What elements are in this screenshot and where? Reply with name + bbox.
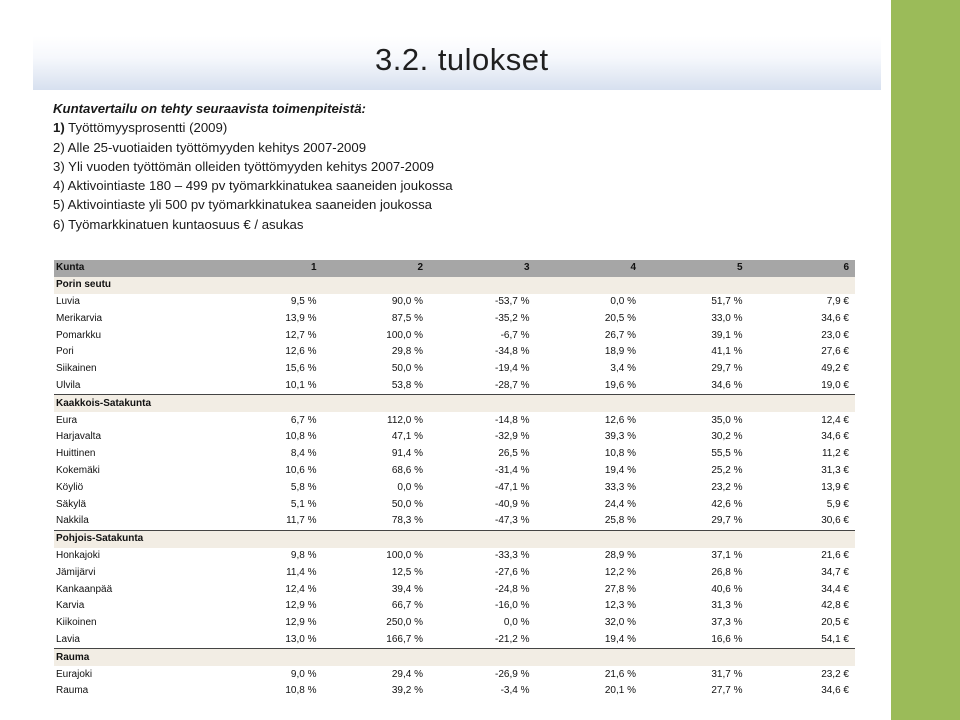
cell-value: 39,4 % — [391, 583, 423, 595]
cell-value: 11,4 % — [286, 566, 317, 578]
intro-item-text: Työttömyysprosentti (2009) — [68, 120, 228, 136]
table-row — [54, 361, 855, 378]
cell-kunta: Jämijärvi — [56, 566, 96, 578]
cell-value: 31,7 % — [711, 668, 743, 680]
table-row — [54, 548, 855, 565]
cell-kunta: Säkylä — [56, 498, 87, 510]
table-row — [54, 632, 855, 649]
group-row — [54, 277, 855, 294]
cell-value: 31,3 € — [821, 464, 849, 476]
cell-value: 42,6 % — [711, 498, 743, 510]
intro-item-text: Aktivointiaste yli 500 pv työmarkkinatukea saaneiden joukossa — [67, 197, 432, 213]
cell-value: 0,0 % — [397, 481, 423, 493]
cell-value: 35,0 % — [711, 414, 743, 426]
cell-value: -40,9 % — [495, 498, 530, 510]
header-col-3: 3 — [429, 260, 536, 277]
cell-value: 12,4 € — [821, 414, 849, 426]
slide-title: 3.2. tulokset — [375, 42, 549, 77]
intro-text — [53, 99, 853, 234]
table-row — [54, 344, 855, 361]
cell-value: 90,0 % — [391, 295, 423, 307]
cell-value: 42,8 € — [821, 600, 849, 612]
table-row — [54, 683, 855, 700]
header-col-2: 2 — [323, 260, 430, 277]
cell-value: 166,7 % — [323, 632, 430, 649]
group-row — [54, 530, 855, 547]
table-row — [54, 513, 855, 530]
group-name: Porin seutu — [54, 277, 855, 294]
intro-item — [53, 215, 853, 234]
cell-value: -27,6 % — [495, 566, 530, 578]
cell-value: 21,6 % — [604, 668, 636, 680]
cell-value: 37,1 % — [711, 549, 743, 561]
group-row — [54, 649, 855, 666]
cell-value: -21,2 % — [429, 632, 536, 649]
cell-value: 23,0 € — [821, 329, 849, 341]
cell-value: -31,4 % — [495, 464, 530, 476]
cell-kunta: Nakkila — [54, 513, 216, 530]
cell-value: 34,6 € — [821, 431, 849, 443]
cell-value: 68,6 % — [391, 464, 423, 476]
cell-value: 25,8 % — [536, 513, 643, 530]
cell-value: 29,7 % — [711, 363, 743, 375]
cell-value: -34,8 % — [495, 346, 530, 358]
table-row — [54, 496, 855, 513]
intro-item-text: Aktivointiaste 180 – 499 pv työmarkkinatukea saaneiden joukossa — [67, 178, 453, 194]
cell-value: 40,6 % — [711, 583, 743, 595]
cell-value: 66,7 % — [391, 600, 423, 612]
table-row — [54, 446, 855, 463]
table-row — [54, 479, 855, 496]
cell-value: 51,7 % — [711, 295, 743, 307]
table-row — [54, 412, 855, 429]
cell-value: 34,4 € — [821, 583, 849, 595]
cell-value: -26,9 % — [495, 668, 530, 680]
cell-value: 54,1 € — [749, 632, 856, 649]
cell-value: 55,5 % — [711, 448, 743, 460]
cell-value: 91,4 % — [391, 448, 423, 460]
group-name: Pohjois-Satakunta — [54, 530, 855, 547]
table-row — [54, 615, 855, 632]
header-col-6: 6 — [749, 260, 856, 277]
cell-value: 12,6 % — [604, 414, 636, 426]
cell-value: 0,0 % — [503, 617, 530, 629]
cell-value: -33,3 % — [495, 549, 530, 561]
cell-value: 50,0 % — [391, 498, 423, 510]
cell-value: 27,6 € — [821, 346, 849, 358]
comparison-table — [54, 260, 855, 700]
cell-kunta: Rauma — [56, 685, 89, 697]
cell-value: 12,2 % — [604, 566, 636, 578]
cell-value: 27,8 % — [604, 583, 636, 595]
cell-kunta: Pomarkku — [56, 329, 102, 341]
cell-value: 5,1 % — [290, 498, 317, 510]
cell-value: 41,1 % — [711, 346, 743, 358]
cell-value: 31,3 % — [711, 600, 743, 612]
intro-item-text: Alle 25-vuotiaiden työttömyyden kehitys 2007-2009 — [67, 139, 367, 155]
cell-value: 20,5 % — [604, 312, 636, 324]
cell-value: 12,7 % — [285, 329, 317, 341]
cell-value: 9,0 % — [290, 668, 317, 680]
cell-value: 50,0 % — [391, 363, 423, 375]
cell-value: 112,0 % — [387, 414, 423, 426]
cell-value: -24,8 % — [495, 583, 530, 595]
table-row — [54, 294, 855, 311]
intro-item-text: Yli vuoden työttömän olleiden työttömyyden kehitys 2007-2009 — [68, 158, 434, 174]
cell-value: 16,6 % — [642, 632, 749, 649]
cell-value: -14,8 % — [495, 414, 530, 426]
intro-item-number: 5) — [53, 197, 65, 213]
table-header-row — [54, 260, 855, 277]
cell-value: 34,6 € — [821, 312, 849, 324]
cell-value: 26,8 % — [711, 566, 743, 578]
intro-item — [53, 138, 853, 157]
cell-value: 9,5 % — [290, 295, 317, 307]
intro-item — [53, 176, 853, 195]
cell-value: 34,7 € — [821, 566, 849, 578]
cell-value: 37,3 % — [711, 617, 743, 629]
cell-value: 0,0 % — [610, 295, 636, 307]
cell-value: 39,1 % — [711, 329, 743, 341]
group-name: Kaakkois-Satakunta — [54, 395, 855, 412]
cell-value: 7,9 € — [826, 295, 849, 307]
cell-value: 9,8 % — [290, 549, 317, 561]
accent-sidebar — [891, 0, 960, 720]
cell-value: 28,9 % — [604, 549, 636, 561]
cell-value: 11,2 € — [821, 448, 849, 460]
cell-value: 10,8 % — [285, 685, 317, 697]
cell-value: 32,0 % — [604, 617, 636, 629]
cell-value: 18,9 % — [604, 346, 636, 358]
table-body — [54, 277, 855, 700]
cell-kunta: Köyliö — [56, 481, 84, 493]
cell-value: 29,4 % — [391, 668, 423, 680]
cell-value: -53,7 % — [495, 295, 530, 307]
cell-value: 20,5 € — [821, 617, 849, 629]
cell-value: 34,6 % — [642, 378, 749, 395]
cell-kunta: Eura — [56, 414, 78, 426]
cell-value: 10,6 % — [285, 464, 317, 476]
cell-kunta: Merikarvia — [56, 312, 103, 324]
cell-value: 19,0 € — [749, 378, 856, 395]
cell-value: 53,8 % — [323, 378, 430, 395]
cell-kunta: Honkajoki — [56, 549, 100, 561]
group-row — [54, 395, 855, 412]
cell-kunta: Pori — [56, 346, 74, 358]
cell-value: 13,0 % — [216, 632, 323, 649]
table-row — [54, 429, 855, 446]
intro-item-text: Työmarkkinatuen kuntaosuus € / asukas — [68, 216, 304, 232]
cell-value: 29,8 % — [391, 346, 423, 358]
cell-value: 12,4 % — [285, 583, 317, 595]
cell-value: 30,6 € — [749, 513, 856, 530]
cell-value: 23,2 € — [821, 668, 849, 680]
cell-value: 100,0 % — [386, 549, 423, 561]
cell-value: -47,1 % — [495, 481, 530, 493]
table-row — [54, 564, 855, 581]
cell-value: 25,2 % — [711, 464, 743, 476]
header-col-1: 1 — [216, 260, 323, 277]
cell-kunta: Luvia — [56, 295, 80, 307]
cell-kunta: Huittinen — [56, 448, 96, 460]
cell-kunta: Karvia — [56, 600, 85, 612]
cell-value: 19,4 % — [536, 632, 643, 649]
cell-value: 39,3 % — [604, 431, 636, 443]
intro-item — [53, 195, 853, 214]
cell-value: 10,8 % — [604, 448, 636, 460]
cell-kunta: Kiikoinen — [56, 617, 97, 629]
cell-kunta: Kokemäki — [56, 464, 100, 476]
header-kunta: Kunta — [54, 260, 216, 277]
table-row — [54, 598, 855, 615]
cell-value: -47,3 % — [429, 513, 536, 530]
cell-kunta: Ulvila — [54, 378, 216, 395]
table-row — [54, 310, 855, 327]
table-row — [54, 581, 855, 598]
cell-value: 6,7 % — [290, 414, 317, 426]
cell-value: 20,1 % — [604, 685, 636, 697]
cell-value: 19,6 % — [536, 378, 643, 395]
table-row — [54, 463, 855, 480]
cell-value: -35,2 % — [495, 312, 530, 324]
cell-value: 3,4 % — [610, 363, 636, 375]
header-col-5: 5 — [642, 260, 749, 277]
cell-value: 13,9 € — [821, 481, 849, 493]
cell-value: 23,2 % — [711, 481, 743, 493]
cell-value: 27,7 % — [711, 685, 743, 697]
intro-heading: Kuntavertailu on tehty seuraavista toimenpiteistä: — [53, 101, 366, 116]
cell-value: 250,0 % — [386, 617, 423, 629]
cell-value: -32,9 % — [495, 431, 530, 443]
cell-value: -19,4 % — [495, 363, 530, 375]
cell-value: -6,7 % — [500, 329, 530, 341]
table-row — [54, 666, 855, 683]
cell-kunta: Eurajoki — [56, 668, 93, 680]
cell-kunta: Kankaanpää — [56, 583, 113, 595]
intro-item-number: 2) — [53, 139, 65, 155]
cell-value: 12,6 % — [285, 346, 317, 358]
cell-value: 47,1 % — [391, 431, 423, 443]
cell-kunta: Siikainen — [56, 363, 97, 375]
cell-value: 12,9 % — [285, 617, 317, 629]
group-name: Rauma — [54, 649, 855, 666]
cell-value: 34,6 € — [821, 685, 849, 697]
intro-item — [53, 157, 853, 176]
cell-value: 78,3 % — [323, 513, 430, 530]
cell-value: 30,2 % — [711, 431, 743, 443]
cell-value: 49,2 € — [821, 363, 849, 375]
cell-value: -16,0 % — [495, 600, 530, 612]
cell-value: 11,7 % — [216, 513, 323, 530]
intro-item-number: 3) — [53, 158, 65, 174]
cell-kunta: Harjavalta — [56, 431, 102, 443]
table-row — [54, 378, 855, 395]
cell-value: 8,4 % — [290, 448, 317, 460]
header-col-4: 4 — [536, 260, 643, 277]
cell-value: 33,0 % — [711, 312, 743, 324]
cell-value: 33,3 % — [604, 481, 636, 493]
cell-value: -28,7 % — [429, 378, 536, 395]
cell-value: 26,7 % — [604, 329, 636, 341]
intro-item-number: 1) — [53, 120, 65, 136]
cell-value: 100,0 % — [386, 329, 423, 341]
intro-item-number: 4) — [53, 178, 65, 194]
cell-value: 12,3 % — [604, 600, 636, 612]
cell-value: 26,5 % — [498, 448, 530, 460]
intro-item — [53, 118, 853, 137]
intro-list — [53, 118, 853, 234]
cell-value: 87,5 % — [391, 312, 423, 324]
cell-value: 12,9 % — [285, 600, 317, 612]
cell-value: 5,8 % — [290, 481, 317, 493]
cell-kunta: Lavia — [54, 632, 216, 649]
cell-value: 15,6 % — [285, 363, 317, 375]
cell-value: 12,5 % — [391, 566, 423, 578]
cell-value: -3,4 % — [500, 685, 530, 697]
cell-value: 29,7 % — [642, 513, 749, 530]
cell-value: 10,8 % — [285, 431, 317, 443]
cell-value: 24,4 % — [604, 498, 636, 510]
cell-value: 10,1 % — [216, 378, 323, 395]
cell-value: 19,4 % — [604, 464, 636, 476]
cell-value: 39,2 % — [391, 685, 423, 697]
table-row — [54, 327, 855, 344]
intro-item-number: 6) — [53, 216, 65, 232]
cell-value: 13,9 % — [285, 312, 317, 324]
cell-value: 5,9 € — [826, 498, 849, 510]
cell-value: 21,6 € — [821, 549, 849, 561]
